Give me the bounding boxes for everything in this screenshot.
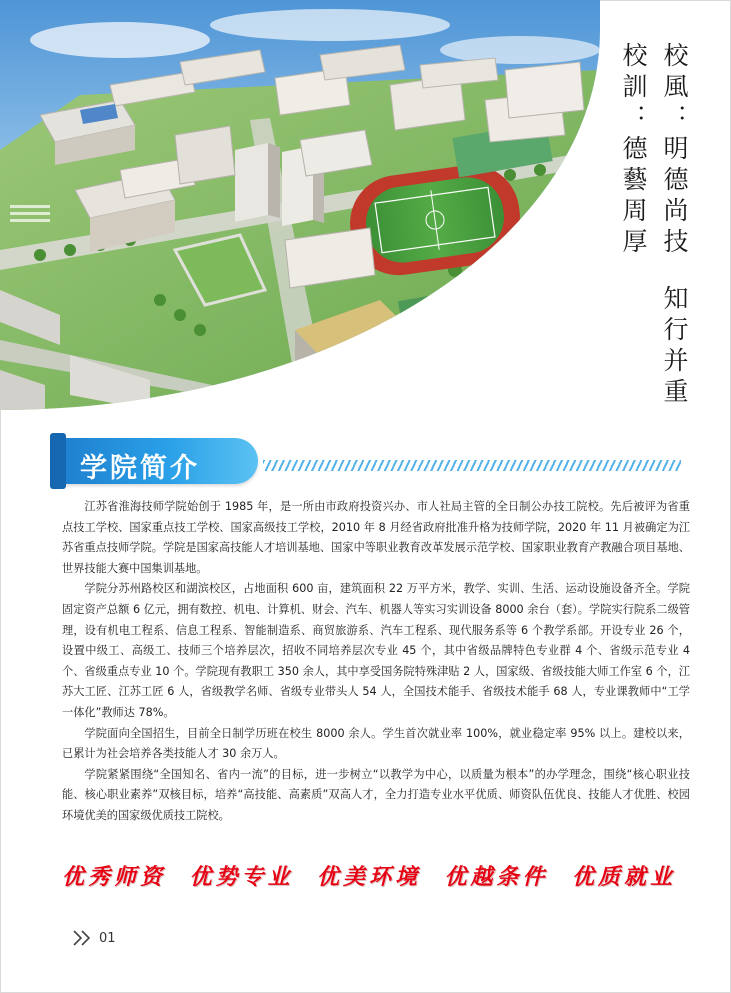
intro-paragraph-1: 江苏省淮海技师学院始创于 1985 年，是一所由市政府投资兴办、市人社局主管的全日制公办技工院校。先后被评为省重点技工学校、国家重点技工学校、国家高级技工学校，2010 年 8 月经省政府批准升格为技师学院，2020 年 11 月被确定为江苏省重点技师学院。学院是国家高技能人才培训基地、国家中等职业教育改革发展示范学校、国家职业教育产教融合项目基地、世界技能大赛中国集训基地。 [62, 500, 690, 575]
school-wind-motto [662, 42, 687, 409]
page-number: 01 [99, 930, 116, 946]
slogan-conditions: 优越条件 [444, 864, 549, 890]
slogan-row [62, 860, 676, 896]
campus-illustration [0, 0, 600, 410]
slogan-employment: 优质就业 [571, 864, 676, 890]
page-footer [72, 926, 116, 950]
section-header-ribbon [58, 438, 258, 484]
campus-aerial-image [0, 0, 600, 410]
slogan-majors: 优势专业 [189, 864, 294, 890]
school-wind-line-1: 校風：明德尚技 [660, 42, 689, 259]
section-header [58, 432, 682, 490]
section-title: 学院简介 [80, 453, 200, 484]
school-training-motto: 校訓：德藝周厚 [619, 42, 648, 259]
slogan-teachers: 优秀师资 [62, 864, 167, 890]
header-stripe-decoration [263, 460, 681, 471]
slogan-environment: 优美环境 [316, 864, 421, 890]
intro-text [62, 497, 690, 827]
intro-paragraph-3: 学院面向全国招生，目前全日制学历班在校生 8000 余人。学生首次就业率 100%，就业稳定率 95% 以上。建校以来，已累计为社会培养各类技能人才 30 余万人。 [62, 726, 690, 761]
intro-paragraph-4: 学院紧紧围绕“全国知名、省内一流”的目标，进一步树立“以教学为中心，以质量为根本”的办学理念，围绕“核心职业技能、核心职业素养”双核目标，培养“高技能、高素质”双高人才，全力打造专业水平优质、师资队伍优良、技能人才优胜、校园环境优美的国家级优质技工院校。 [62, 767, 690, 822]
school-wind-line-2: 知行并重 [660, 285, 689, 409]
intro-paragraph-2: 学院分苏州路校区和湖滨校区，占地面积 600 亩，建筑面积 22 万平方米，教学、实训、生活、运动设施设备齐全。学院固定资产总额 6 亿元，拥有数控、机电、计算机、财会、汽车、机器人等实习实训设备 8000 余台（套）。学院实行院系二级管理，设有机电工程系、信息工程系、智能制造系、商贸旅游系、汽车工程系、现代服务系等 6 个教学系部。开设专业 26 个，设置中级工、高级工、技师三个培养层次，招收不同培养层次专业 45 个，其中省级品牌特色专业群 4 个、省级示范专业 4 个、省级重点专业 10 个。学院现有教职工 350 余人，其中享受国务院特殊津贴 2 人，国家级、省级技能大师工作室 6 个，江苏大工匠、江苏工匠 6 人，省级教学名师、省级专业带头人 54 人，全国技术能手、省级技术能手 68 人，专业课教师中“工学一体化”教师达 78%。 [62, 582, 690, 719]
double-chevron-right-icon [72, 929, 94, 947]
